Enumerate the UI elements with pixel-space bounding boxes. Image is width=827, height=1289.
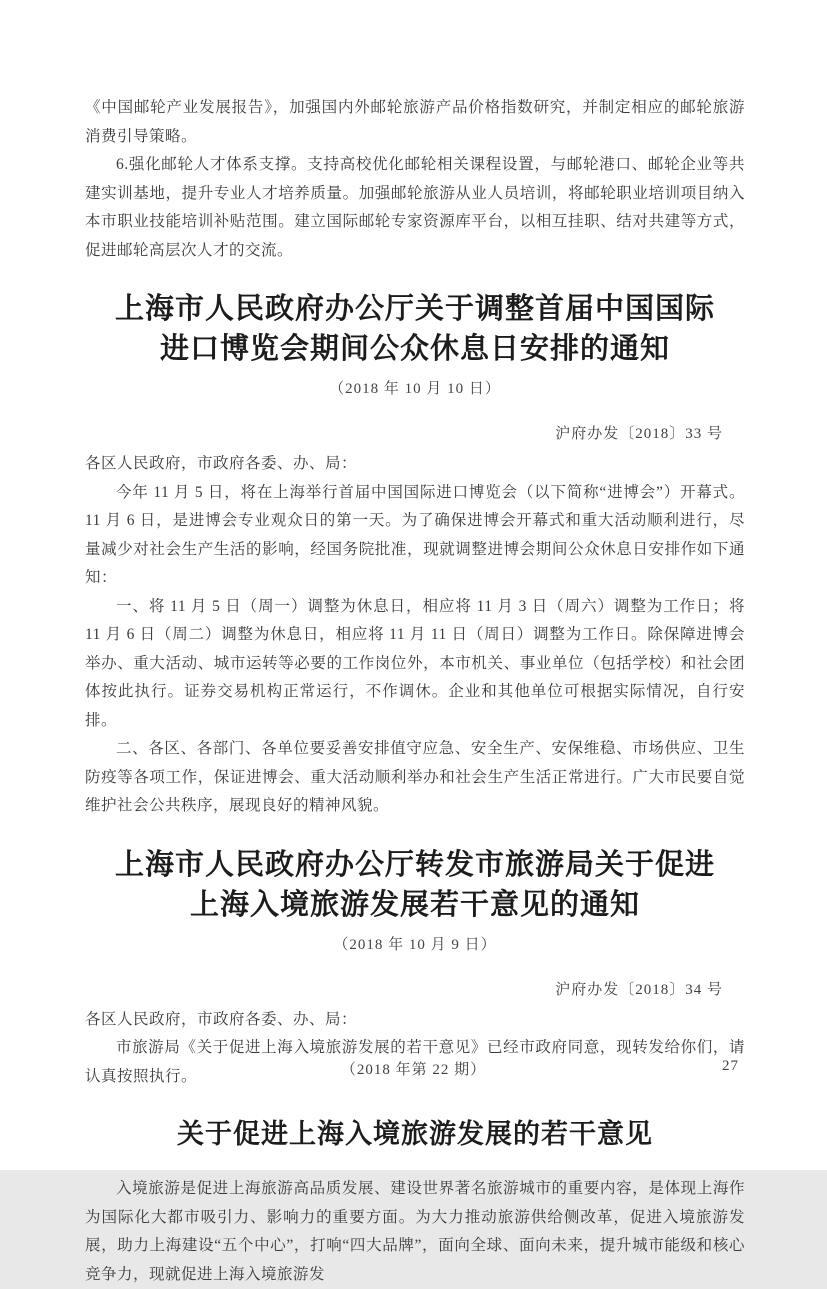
notice1-title-line1: 上海市人民政府办公厅关于调整首届中国国际 (85, 289, 745, 329)
issue-label: （2018 年第 22 期） (0, 1058, 827, 1079)
notice1-title (85, 289, 745, 369)
continuation-paragraph: 6.强化邮轮人才体系支撑。支持高校优化邮轮相关课程设置，与邮轮港口、邮轮企业等共建实训基地，提升专业人才培养质量。加强邮轮旅游从业人员培训，将邮轮职业培训项目纳入本市职业技能培训补贴范围。建立国际邮轮专家资源库平台，以相互挂职、结对共建等方式，促进邮轮高层次人才的交流。 (85, 151, 745, 265)
notice2-title-line1: 上海市人民政府办公厅转发市旅游局关于促进 (85, 845, 745, 885)
notice1-salutation: 各区人民政府，市政府各委、办、局： (85, 450, 745, 479)
notice2-title-line2: 上海入境旅游发展若干意见的通知 (85, 885, 745, 925)
continuation-paragraph: 《中国邮轮产业发展报告》，加强国内外邮轮旅游产品价格指数研究，并制定相应的邮轮旅游消费引导策略。 (85, 94, 745, 151)
notice2-paragraph: 入境旅游是促进上海旅游高品质发展、建设世界著名旅游城市的重要内容，是体现上海作为国际化大都市吸引力、影响力的重要方面。为大力推动旅游供给侧改革，促进入境旅游发展，助力上海建设“五个中心”，打响“四大品牌”，面向全球、面向未来，提升城市能级和核心竞争力，现就促进上海入境旅游发 (85, 1175, 745, 1289)
notice1-date: （2018 年 10 月 10 日） (85, 377, 745, 398)
notice1-paragraph: 今年 11 月 5 日，将在上海举行首届中国国际进口博览会（以下简称“进博会”）开幕式。11 月 6 日，是进博会专业观众日的第一天。为了确保进博会开幕式和重大活动顺利进行，尽量减少对社会生产生活的影响，经国务院批准，现就调整进博会期间公众休息日安排作如下通知： (85, 479, 745, 593)
notice1-paragraph: 二、各区、各部门、各单位要妥善安排值守应急、安全生产、安保维稳、市场供应、卫生防疫等各项工作，保证进博会、重大活动顺利举办和社会生产生活正常进行。广大市民要自觉维护社会公共秩序，展现良好的精神风貌。 (85, 735, 745, 821)
opinions-subtitle: 关于促进上海入境旅游发展的若干意见 (85, 1117, 745, 1151)
notice2-date: （2018 年 10 月 9 日） (85, 933, 745, 954)
page-footer (0, 1058, 827, 1084)
notice2-title (85, 845, 745, 925)
notice-ciie-rest-days (85, 289, 745, 821)
continuation-section (85, 94, 745, 265)
notice2-doc-number: 沪府办发〔2018〕34 号 (85, 978, 745, 999)
notice1-doc-number: 沪府办发〔2018〕33 号 (85, 422, 745, 443)
notice2-paragraph: 市旅游局《关于促进上海入境旅游发展的若干意见》已经市政府同意，现转发给你们，请认真按照执行。 (85, 1034, 745, 1091)
notice1-paragraph: 一、将 11 月 5 日（周一）调整为休息日，相应将 11 月 3 日（周六）调整为工作日；将 11 月 6 日（周二）调整为休息日，相应将 11 月 11 日（周日）调整为工作日。除保障进博会举办、重大活动、城市运转等必要的工作岗位外，本市机关、事业单位（包括学校）和社会团体按此执行。证券交易机构正常运行，不作调休。企业和其他单位可根据实际情况，自行安排。 (85, 593, 745, 736)
notice2-salutation: 各区人民政府，市政府各委、办、局： (85, 1006, 745, 1035)
notice1-title-line2: 进口博览会期间公众休息日安排的通知 (85, 329, 745, 369)
page-number: 27 (722, 1058, 739, 1075)
